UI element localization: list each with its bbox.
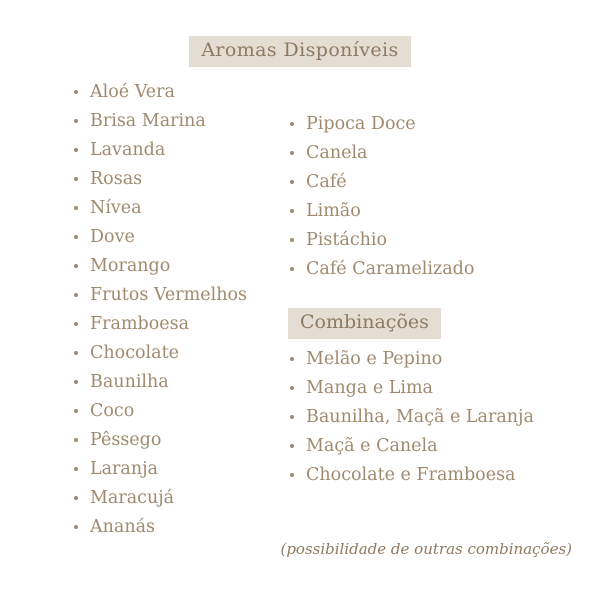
list-item xyxy=(72,339,302,368)
list-item xyxy=(72,426,302,455)
bullet-icon xyxy=(290,357,294,361)
list-item xyxy=(288,168,578,197)
list-item xyxy=(288,432,578,461)
list-item xyxy=(72,484,302,513)
aromas-left-column xyxy=(72,78,302,542)
bullet-icon xyxy=(290,209,294,213)
bullet-icon xyxy=(74,351,78,355)
list-item xyxy=(288,226,578,255)
list-item xyxy=(72,310,302,339)
list-item-label: Frutos Vermelhos xyxy=(90,285,247,305)
bullet-icon xyxy=(290,386,294,390)
bullet-icon xyxy=(74,235,78,239)
list-item-label: Maçã e Canela xyxy=(306,435,438,456)
bullet-icon xyxy=(74,264,78,268)
list-item-label: Nívea xyxy=(90,198,142,218)
list-item xyxy=(288,374,578,403)
list-item-label: Rosas xyxy=(90,169,143,189)
list-item-label: Melão e Pepino xyxy=(306,348,443,369)
list-item xyxy=(288,110,578,139)
bullet-icon xyxy=(290,238,294,242)
list-item-label: Aloé Vera xyxy=(90,82,175,102)
list-item xyxy=(72,107,302,136)
list-item xyxy=(288,197,578,226)
footnote: (possibilidade de outras combinações) xyxy=(280,540,572,558)
list-item xyxy=(72,455,302,484)
bullet-icon xyxy=(290,122,294,126)
list-item-label: Pipoca Doce xyxy=(306,114,416,134)
list-item xyxy=(72,281,302,310)
bullet-icon xyxy=(74,90,78,94)
list-item-label: Ananás xyxy=(90,517,156,537)
combinacoes-list xyxy=(288,345,578,490)
bullet-icon xyxy=(74,206,78,210)
page-title: Aromas Disponíveis xyxy=(189,36,410,67)
list-item xyxy=(288,345,578,374)
list-item-label: Dove xyxy=(90,227,135,247)
list-item xyxy=(72,78,302,107)
list-item-label: Baunilha xyxy=(90,372,169,392)
list-item xyxy=(72,165,302,194)
bullet-icon xyxy=(74,525,78,529)
list-item xyxy=(72,136,302,165)
bullet-icon xyxy=(74,322,78,326)
list-item xyxy=(72,513,302,542)
list-item-label: Chocolate e Framboesa xyxy=(306,464,516,485)
list-item-label: Café xyxy=(306,172,347,192)
bullet-icon xyxy=(74,148,78,152)
list-item-label: Chocolate xyxy=(90,343,179,363)
list-item-label: Baunilha, Maçã e Laranja xyxy=(306,406,534,427)
aromas-right-list xyxy=(288,110,578,284)
list-item xyxy=(72,368,302,397)
combos-title-container xyxy=(288,308,578,339)
list-item xyxy=(288,139,578,168)
aromas-right-column xyxy=(288,110,578,490)
list-item-label: Manga e Lima xyxy=(306,377,433,398)
bullet-icon xyxy=(74,438,78,442)
bullet-icon xyxy=(290,473,294,477)
list-item xyxy=(72,194,302,223)
list-item-label: Laranja xyxy=(90,459,158,479)
list-item-label: Maracujá xyxy=(90,488,175,508)
bullet-icon xyxy=(74,467,78,471)
list-item xyxy=(288,403,578,432)
aromas-left-list xyxy=(72,78,302,542)
list-item-label: Morango xyxy=(90,256,171,276)
bullet-icon xyxy=(74,119,78,123)
combos-title: Combinações xyxy=(288,308,441,339)
bullet-icon xyxy=(74,380,78,384)
list-item xyxy=(288,255,578,284)
bullet-icon xyxy=(74,409,78,413)
list-item-label: Lavanda xyxy=(90,140,166,160)
bullet-icon xyxy=(74,496,78,500)
bullet-icon xyxy=(290,180,294,184)
bullet-icon xyxy=(290,267,294,271)
list-item-label: Coco xyxy=(90,401,135,421)
bullet-icon xyxy=(290,151,294,155)
list-item-label: Limão xyxy=(306,201,361,221)
list-item-label: Brisa Marina xyxy=(90,111,206,131)
list-item-label: Canela xyxy=(306,143,368,163)
bullet-icon xyxy=(290,444,294,448)
list-item xyxy=(72,223,302,252)
bullet-icon xyxy=(74,177,78,181)
list-item xyxy=(72,397,302,426)
list-item-label: Café Caramelizado xyxy=(306,259,475,279)
list-item-label: Pistáchio xyxy=(306,230,388,250)
list-item-label: Framboesa xyxy=(90,314,190,334)
bullet-icon xyxy=(74,293,78,297)
aromas-title-container xyxy=(0,0,600,67)
list-item xyxy=(72,252,302,281)
list-item-label: Pêssego xyxy=(90,430,162,450)
bullet-icon xyxy=(290,415,294,419)
list-item xyxy=(288,461,578,490)
